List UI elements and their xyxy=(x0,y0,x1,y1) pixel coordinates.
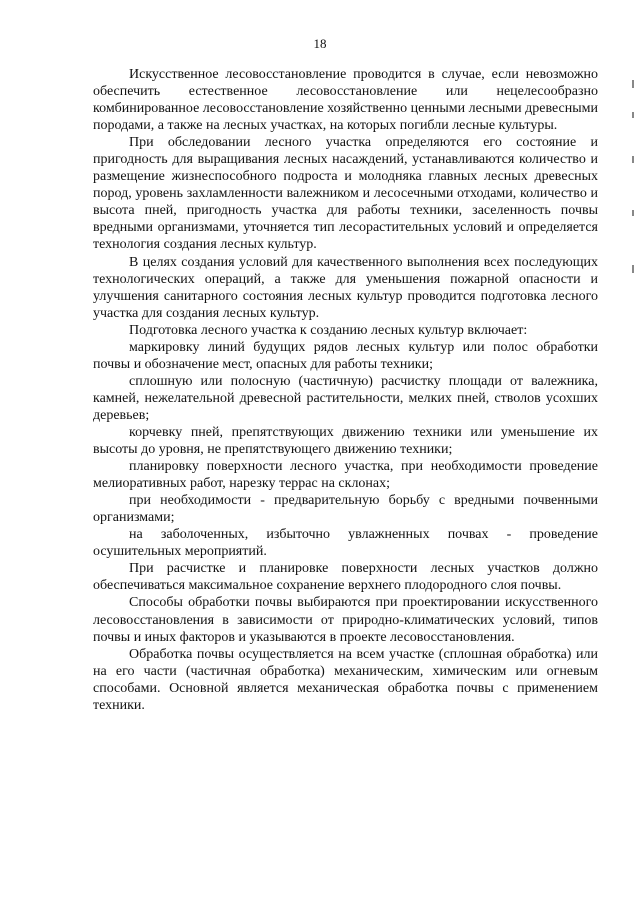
list-item-drainage: на заболоченных, избыточно увлажненных почвах - проведение осушительных мероприятий. xyxy=(93,527,598,560)
list-item-stump-removal: корчевку пней, препятствующих движению техники или уменьшение их высоты до уровня, не препятствующего движению техники; xyxy=(93,424,598,458)
scan-mark xyxy=(632,80,634,88)
list-item-leveling: планировку поверхности лесного участка, при необходимости проведение мелиоративных работ, нарезку террас на склонах; xyxy=(93,459,598,492)
paragraph-topsoil-preservation: При расчистке и планировке поверхности лесных участков должно обеспечиваться максимальное сохранение верхнего плодородного слоя почвы. xyxy=(93,561,598,594)
paragraph-site-preparation-purpose: В целях создания условий для качественного выполнения всех последующих технологических операций, а также для уменьшения пожарной опасности и улучшения санитарного состояния лесных культур проводится подготовка лесного участка для создания лесных культур. xyxy=(93,254,598,321)
paragraph-preparation-includes: Подготовка лесного участка к созданию лесных культур включает: xyxy=(129,322,528,338)
paragraph-artificial-reforestation: Искусственное лесовосстановление проводится в случае, если невозможно обеспечить естественное лесовосстановление или нецелесообразно комбинированное лесовосстановление хозяйственно ценными лесными древесными породами, а также на лесных участках, на которых погибли лесные культуры. xyxy=(93,67,599,134)
list-item-clearing: сплошную или полосную (частичную) расчистку площади от валежника, камней, нежелательной древесной растительности, мелких пней, стволов усохших деревьев; xyxy=(93,373,598,423)
paragraph-tillage-methods: Способы обработки почвы выбираются при проектировании искусственного лесовосстановления в зависимости от природно-климатических условий, типов почвы и иных факторов и указываются в проекте лесовосстановления. xyxy=(93,595,598,645)
list-item-pest-control: при необходимости - предварительную борьбу с вредными почвенными организмами; xyxy=(93,493,598,526)
scan-mark xyxy=(632,265,634,273)
list-item-marking: маркировку линий будущих рядов лесных культур или полос обработки почвы и обозначение мест, опасных для работы техники; xyxy=(93,339,598,372)
document-body xyxy=(93,66,598,714)
page-number: 18 xyxy=(313,36,327,51)
scan-mark xyxy=(632,210,634,216)
paragraph-site-survey: При обследовании лесного участка определяются его состояние и пригодность для выращивания лесных насаждений, устанавливаются количество и размещение жизнеспособного подроста и молодняка главных лесных древесных пород, уровень захламленности валежником и лесосечными отходами, количество и высота пней, пригодность участка для работы техники, заселенность почвы вредными организмами, уточняется тип лесорастительных условий и определяется технология создания лесных культур. xyxy=(93,135,598,253)
scan-margin-marks xyxy=(630,60,634,290)
scan-mark xyxy=(632,112,634,118)
scan-mark xyxy=(632,156,634,163)
paragraph-tillage-types: Обработка почвы осуществляется на всем участке (сплошная обработка) или на его части (частичная обработка) механическим, химическим или огневым способами. Основной является механическая обработка почвы с применением техники. xyxy=(93,646,598,713)
